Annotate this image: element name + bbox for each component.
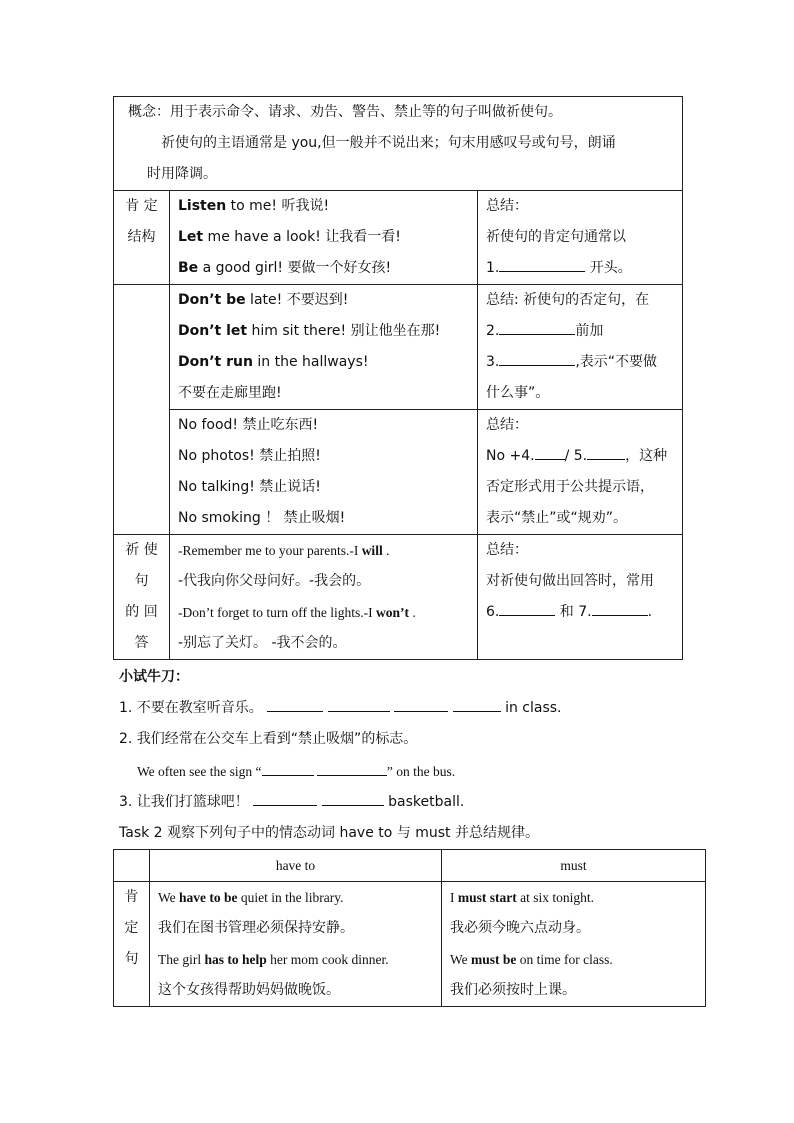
q1-blank-2[interactable] [328,697,390,712]
task2-title: Task 2 观察下列句子中的情态动词 have to 与 must 并总结规律。 [119,825,539,841]
response-example-2-cn: -别忘了关灯。 -我不会的。 [178,635,347,651]
blank-6[interactable] [499,601,555,616]
have-to-example-2: The girl has to help her mom cook dinner. [158,952,389,967]
imperative-table [113,96,683,660]
have-to-example-2-cn: 这个女孩得帮助妈妈做晚饭。 [158,982,340,998]
must-example-2-cn: 我们必须按时上课。 [450,982,576,998]
negative-summary-line-4: 什么事”。 [486,385,550,401]
affirmative-example-3: Be a good girl! 要做一个好女孩! [178,260,392,276]
practice-question-2-en: We often see the sign “ ” on the bus. [137,756,455,787]
modal-label-2: 定 [124,920,139,936]
blank-2[interactable] [499,320,575,335]
blank-4[interactable] [535,445,565,460]
negative-row-2 [114,410,683,535]
negative-example-3: Don’t run in the hallways! [178,354,369,370]
response-summary-text: 对祈使句做出回答时，常用 [486,573,654,589]
practice-question-3: 3. 让我们打篮球吧！ basketball. [119,787,464,818]
negative-example-1: Don’t be late! 不要迟到! [178,292,349,308]
q1-blank-4[interactable] [453,697,501,712]
negative-row-1 [114,285,683,410]
practice-title: 小试牛刀： [119,669,189,685]
response-summary-title: 总结： [486,542,528,558]
affirmative-summary-text: 祈使句的肯定句通常以 [486,229,626,245]
no-example-2: No photos! 禁止拍照! [178,448,321,464]
q2-blank-1[interactable] [262,761,314,776]
modal-label-1: 肯 [124,889,139,905]
negative-summary-line-1: 总结: 祈使句的否定句，在 [486,292,650,308]
no-example-1: No food! 禁止吃东西! [178,417,319,433]
modal-label-spacer [114,975,149,1006]
response-example-1: -Remember me to your parents.-I will . [178,543,390,558]
response-example-2: -Don’t forget to turn off the lights.-I won’t . [178,605,416,620]
q2-blank-2[interactable] [317,761,387,776]
no-summary-line-4: 表示“禁止”或“规劝”。 [486,510,628,526]
modal-header-row [114,850,706,882]
q1-blank-3[interactable] [394,697,448,712]
practice-question-1: 1. 不要在教室听音乐。 in class. [119,693,562,724]
negative-summary-line-3: 3. ,表示“不要做 [486,347,682,378]
negative-example-3-cn: 不要在走廊里跑! [178,385,282,401]
practice-question-2: 2. 我们经常在公交车上看到“禁止吸烟”的标志。 [119,731,418,747]
must-example-1-cn: 我必须今晚六点动身。 [450,920,590,936]
no-example-3: No talking! 禁止说话! [178,479,321,495]
affirmative-label-1: 肯 定 [125,198,158,214]
col-must: must [560,858,587,873]
negative-summary-line-2: 2. 前加 [486,316,682,347]
response-label-3: 的 回 [125,604,158,620]
blank-1[interactable] [499,257,585,272]
response-label-1: 祈 使 [125,542,158,558]
negative-example-2: Don’t let him sit there! 别让他坐在那! [178,323,441,339]
must-example-2: We must be on time for class. [450,952,613,967]
affirmative-label-2: 结构 [127,229,156,245]
have-to-example-1-cn: 我们在图书管理必须保持安静。 [158,920,354,936]
must-example-1: I must start at six tonight. [450,890,594,905]
blank-3[interactable] [499,351,575,366]
response-summary-blanks: 6. 和 7. . [486,597,682,628]
blank-7[interactable] [592,601,648,616]
response-label-2: 句 [134,573,149,589]
affirmative-summary-title: 总结： [486,198,528,214]
q1-blank-1[interactable] [267,697,323,712]
affirmative-example-1: Listen to me! 听我说! [178,198,330,214]
affirmative-summary-blank-line: 1. 开头。 [486,253,682,284]
affirmative-row [114,191,683,285]
modal-verb-table [113,849,706,1007]
modal-label-3: 句 [124,951,139,967]
response-row [114,535,683,660]
concept-line-3: 时用降调。 [147,166,217,182]
concept-row [114,97,683,191]
concept-line-1: 概念：用于表示命令、请求、劝告、警告、禁止等的句子叫做祈使句。 [128,104,562,120]
modal-affirmative-row [114,882,706,1007]
response-label-4: 答 [134,635,149,651]
affirmative-example-2: Let me have a look! 让我看一看! [178,229,401,245]
have-to-example-1: We have to be quiet in the library. [158,890,344,905]
no-example-4: No smoking ！ 禁止吸烟! [178,510,346,526]
col-have-to: have to [275,858,316,873]
q3-blank-2[interactable] [322,791,384,806]
blank-5[interactable] [587,445,625,460]
response-example-1-cn: -代我向你父母问好。-我会的。 [178,573,371,589]
no-summary-title: 总结： [486,417,528,433]
no-summary-line-2: No +4. / 5. ，这种 [486,441,682,472]
concept-line-2: 祈使句的主语通常是 you,但一般并不说出来；句末用感叹号或句号，朗诵 [161,135,616,151]
q3-blank-1[interactable] [253,791,317,806]
no-summary-line-3: 否定形式用于公共提示语， [486,479,654,495]
